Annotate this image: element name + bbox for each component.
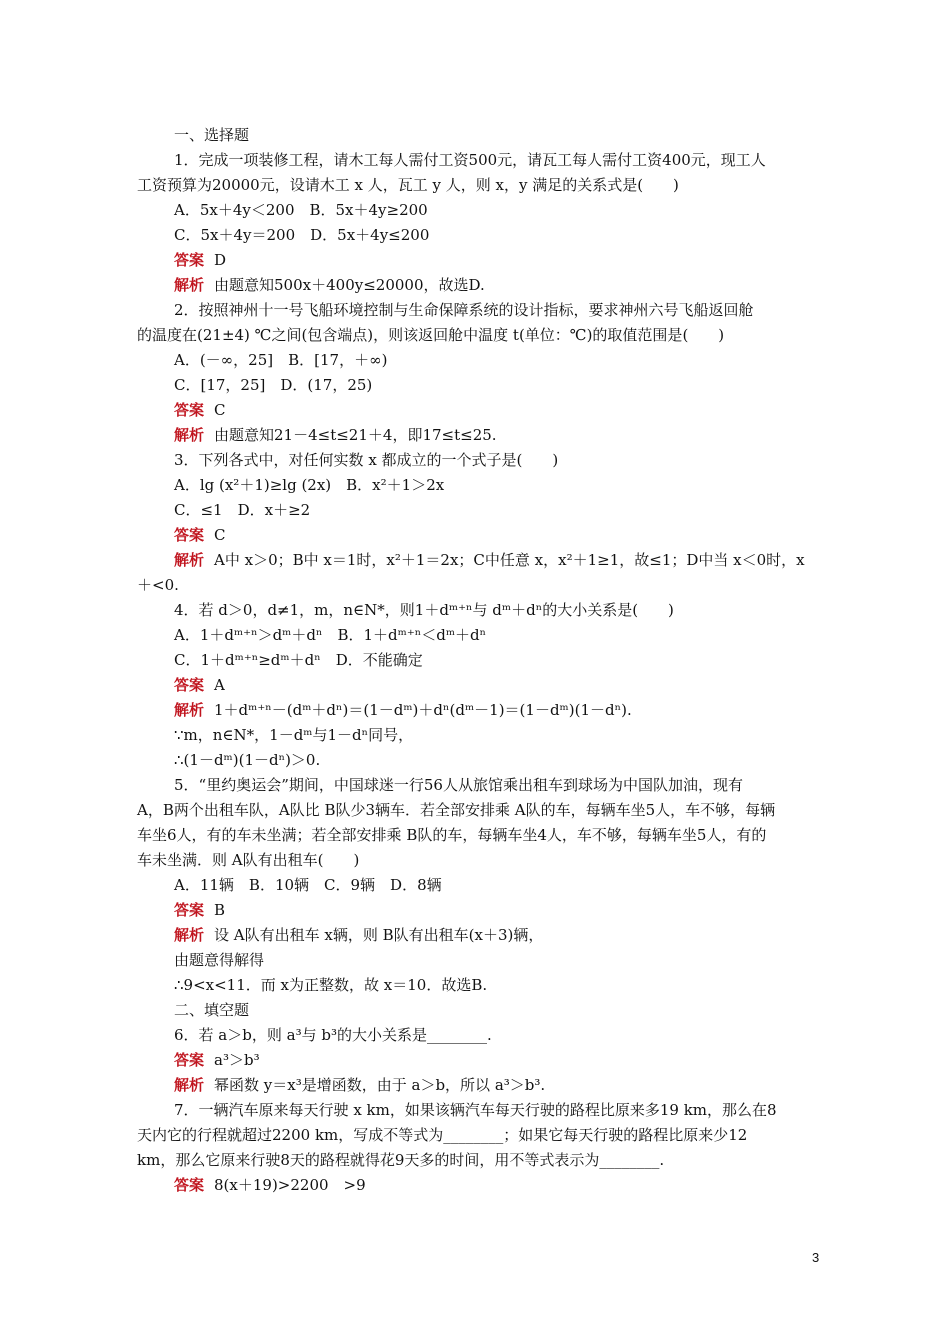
question-text: 天内它的行程就超过2200 km，写成不等式为________；如果它每天行驶的路程比原来少12 <box>137 1126 748 1144</box>
answer-label: 答案 <box>174 676 205 694</box>
question-text: km，那么它原来行驶8天的路程就得花9天多的时间，用不等式表示为________. <box>137 1151 665 1169</box>
answer-line <box>174 250 864 270</box>
question-text: 6．若 a＞b，则 a³与 b³的大小关系是________. <box>174 1026 492 1044</box>
option-line: A．5x＋4y＜200 B．5x＋4y≥200 <box>174 201 428 219</box>
option-line: A．11辆 B．10辆 C．9辆 D．8辆 <box>174 876 442 894</box>
question-text: 车未坐满．则 A队有出租车( ) <box>137 851 360 869</box>
analysis-text: 1＋dᵐ⁺ⁿ－(dᵐ＋dⁿ)＝(1－dᵐ)＋dⁿ(dᵐ－1)＝(1－dᵐ)(1－dⁿ). <box>214 701 632 719</box>
page-number: 3 <box>812 1250 820 1265</box>
section-heading: 一、选择题 <box>174 126 250 144</box>
answer-value: 8(x＋19)>2200 >9 <box>214 1176 366 1194</box>
answer-label: 答案 <box>174 1176 205 1194</box>
option-line: A．lg (x²＋1)≥lg (2x) B．x²＋1＞2x <box>174 476 445 494</box>
analysis-text: 设 A队有出租车 x辆，则 B队有出租车(x＋3)辆， <box>214 926 544 944</box>
question-text: 7．一辆汽车原来每天行驶 x km，如果该辆汽车每天行驶的路程比原来多19 km，那么在8 <box>174 1101 777 1119</box>
option-line: A．(－∞，25] B．[17，＋∞) <box>174 351 388 369</box>
answer-label: 答案 <box>174 1051 205 1069</box>
analysis-continuation: ∵m，n∈N*，1－dᵐ与1－dⁿ同号， <box>174 726 414 744</box>
question-text: 2．按照神州十一号飞船环境控制与生命保障系统的设计指标，要求神州六号飞船返回舱 <box>174 301 754 319</box>
analysis-line <box>174 925 864 945</box>
option-line: C．≤1 D．x＋≥2 <box>174 501 311 519</box>
option-line: C．1＋dᵐ⁺ⁿ≥dᵐ＋dⁿ D．不能确定 <box>174 651 423 669</box>
question-text: 5．“里约奥运会”期间，中国球迷一行56人从旅馆乘出租车到球场为中国队加油，现有 <box>174 776 743 794</box>
answer-value: C <box>214 401 226 419</box>
analysis-label: 解析 <box>174 926 205 944</box>
answer-label: 答案 <box>174 526 205 544</box>
answer-value: B <box>214 901 226 919</box>
analysis-line <box>174 550 864 570</box>
question-text: 车坐6人，有的车未坐满；若全部安排乘 B队的车，每辆车坐4人，车不够，每辆车坐5人，有的 <box>137 826 767 844</box>
question-text: 3．下列各式中，对任何实数 x 都成立的一个式子是( ) <box>174 451 559 469</box>
answer-line <box>174 675 864 695</box>
option-line: C．5x＋4y＝200 D．5x＋4y≤200 <box>174 226 430 244</box>
analysis-text: A中 x＞0；B中 x＝1时，x²＋1＝2x；C中任意 x，x²＋1≥1，故≤1；D中当 x＜0时，x <box>214 551 805 569</box>
analysis-label: 解析 <box>174 701 205 719</box>
analysis-line <box>174 275 864 295</box>
analysis-label: 解析 <box>174 426 205 444</box>
question-text: A，B两个出租车队，A队比 B队少3辆车．若全部安排乘 A队的车，每辆车坐5人，车不够，每辆 <box>137 801 776 819</box>
answer-label: 答案 <box>174 901 205 919</box>
option-line: A．1＋dᵐ⁺ⁿ＞dᵐ＋dⁿ B．1＋dᵐ⁺ⁿ＜dᵐ＋dⁿ <box>174 626 487 644</box>
analysis-continuation: ∴(1－dᵐ)(1－dⁿ)＞0. <box>174 751 321 769</box>
question-text: 4．若 d＞0，d≠1，m，n∈N*，则1＋dᵐ⁺ⁿ与 dᵐ＋dⁿ的大小关系是( ) <box>174 601 674 619</box>
analysis-label: 解析 <box>174 551 205 569</box>
analysis-continuation: ∴9<x<11．而 x为正整数，故 x＝10．故选B. <box>174 976 488 994</box>
question-text: 的温度在(21±4) ℃之间(包含端点)，则该返回舱中温度 t(单位：℃)的取值范围是( ) <box>137 326 725 344</box>
answer-line <box>174 900 864 920</box>
analysis-continuation: 由题意得解得 <box>174 951 265 969</box>
analysis-line <box>174 1075 864 1095</box>
answer-line <box>174 1050 864 1070</box>
analysis-line <box>174 700 864 720</box>
answer-line <box>174 1175 864 1195</box>
section-heading: 二、填空题 <box>174 1001 250 1019</box>
analysis-label: 解析 <box>174 276 205 294</box>
answer-value: D <box>214 251 227 269</box>
question-text: 工资预算为20000元，设请木工 x 人，瓦工 y 人，则 x，y 满足的关系式是( ) <box>137 176 679 194</box>
option-line: C．[17，25] D．(17，25) <box>174 376 373 394</box>
answer-value: C <box>214 526 226 544</box>
analysis-line <box>174 425 864 445</box>
analysis-label: 解析 <box>174 1076 205 1094</box>
analysis-text: 幂函数 y＝x³是增函数，由于 a＞b，所以 a³＞b³. <box>214 1076 546 1094</box>
analysis-continuation: ＋<0. <box>137 576 179 594</box>
answer-label: 答案 <box>174 251 205 269</box>
answer-line <box>174 525 864 545</box>
analysis-text: 由题意知21－4≤t≤21＋4，即17≤t≤25. <box>214 426 497 444</box>
answer-line <box>174 400 864 420</box>
answer-value: A <box>214 676 225 694</box>
answer-value: a³＞b³ <box>214 1051 260 1069</box>
question-text: 1．完成一项装修工程，请木工每人需付工资500元，请瓦工每人需付工资400元，现工人 <box>174 151 766 169</box>
answer-label: 答案 <box>174 401 205 419</box>
analysis-text: 由题意知500x＋400y≤20000，故选D. <box>214 276 485 294</box>
